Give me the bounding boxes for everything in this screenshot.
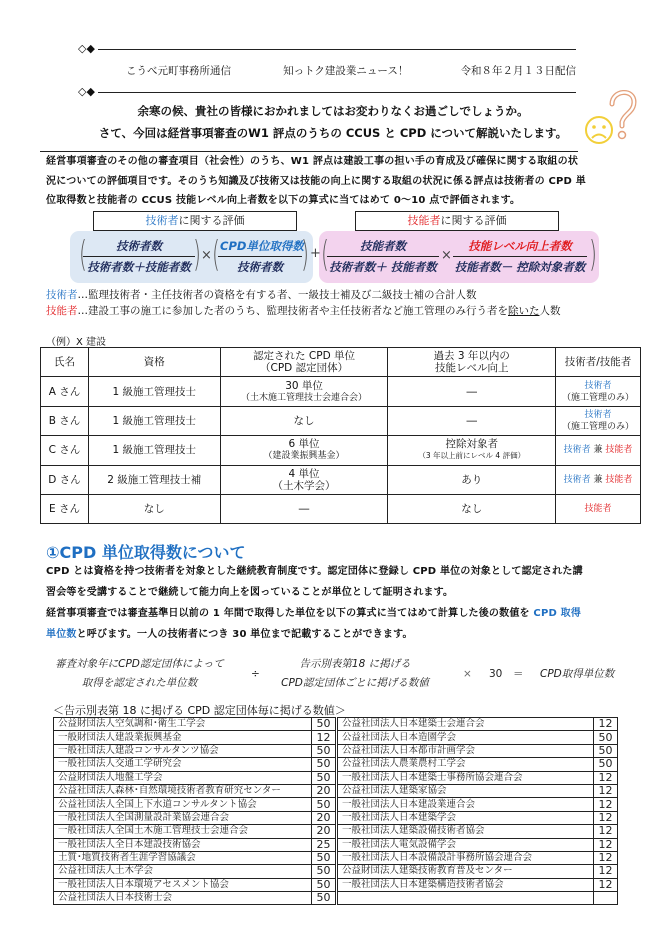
- reference-row: [54, 744, 336, 757]
- type-engineer: 技術者: [563, 445, 591, 456]
- times-operator-2: ×: [441, 248, 452, 263]
- issue-date: 令和８年２月１３日配信: [460, 65, 576, 77]
- org-name: 公益社団法人森林･自然環境技術者教育研究センター: [54, 784, 312, 797]
- engineer-definition: [46, 287, 477, 302]
- calc-org-value: [275, 655, 435, 693]
- skill-note: （3 年以上前にレベル 4 評価）: [418, 451, 526, 461]
- skilled-definition-text: …建設工事の施工に参加した者のうち、監理技術者や主任技術者など施工管理のみ行う者を: [77, 305, 508, 317]
- reference-row: [338, 771, 618, 784]
- cell-cpd: [220, 436, 388, 465]
- confused-face-icon: [582, 82, 644, 148]
- org-name: 一般社団法人日本環境アセスメント協会: [54, 878, 312, 891]
- reference-row: [54, 784, 336, 797]
- table-row: [41, 465, 641, 494]
- reference-row: [338, 851, 618, 864]
- cell-qualification: 1 級施工管理技士: [88, 377, 220, 406]
- cpd-units: 6 単位: [288, 438, 320, 451]
- section-title-cpd: ①CPD 単位取得数について: [46, 543, 246, 562]
- reference-row: [338, 731, 618, 744]
- f4-numerator: 技能レベル向上者数: [453, 238, 587, 257]
- org-value: 50: [594, 731, 618, 744]
- f4-denominator: 技能者数－ 控除対象者数: [454, 260, 586, 274]
- reference-row: [54, 892, 336, 905]
- org-value: 50: [312, 878, 336, 891]
- cell-qualification: なし: [88, 494, 220, 523]
- org-name: 公益財団法人空気調和･衛生工学会: [54, 718, 312, 731]
- plus-operator: +: [310, 246, 321, 261]
- org-name: 公益社団法人日本建築士会連合会: [338, 718, 594, 731]
- cpd-org: （土木施工管理技士会連合会）: [241, 392, 368, 403]
- org-value: 12: [312, 731, 336, 744]
- type-engineer: 技術者: [584, 380, 612, 391]
- org-value: 12: [594, 851, 618, 864]
- type-engineer: 技術者: [563, 474, 591, 485]
- greeting-line-2: さて、今回は経営事項審査のW1 評点のうちの CCUS と CPD について解説いたします。: [98, 126, 568, 140]
- paren-open-1: (: [79, 234, 87, 275]
- table-row: [41, 406, 641, 435]
- skilled-definition-underlined: 除いた: [508, 305, 540, 317]
- table-row: [41, 436, 641, 465]
- paren-open-3: (: [321, 234, 329, 275]
- org-name: 公益社団法人日本技術士会: [54, 892, 312, 905]
- office-name: こうべ元町事務所通信: [126, 65, 231, 77]
- org-value: 50: [594, 758, 618, 771]
- calc-result: CPD取得単位数: [540, 668, 615, 680]
- cell-skill: ―: [388, 406, 556, 435]
- type-joiner: 兼: [593, 474, 603, 485]
- cell-skill: [388, 436, 556, 465]
- cell-name: C さん: [41, 436, 89, 465]
- cell-qualification: 2 級施工管理技士補: [88, 465, 220, 494]
- section1-p2-line1: [46, 603, 626, 624]
- header-diamonds-top: ◇◆: [78, 42, 95, 55]
- cell-type: 技能者: [556, 494, 641, 523]
- cpd-org: （建設業振興基金）: [263, 451, 345, 462]
- org-value: 25: [312, 838, 336, 851]
- header-skill-line2: 技能レベル向上: [435, 362, 509, 375]
- org-value: 50: [594, 744, 618, 757]
- engineer-eval-text: に関する評価: [178, 214, 245, 227]
- org-name: 一般社団法人日本建築学会: [338, 811, 594, 824]
- skilled-eval-text: に関する評価: [440, 214, 507, 227]
- org-name: 公益社団法人日本都市計画学会: [338, 744, 594, 757]
- header-skill: [388, 348, 556, 377]
- section1-p2-line2: [46, 624, 626, 645]
- header-cpd: [220, 348, 388, 377]
- skilled-eval-label: [355, 211, 559, 231]
- header-rule-bottom: [98, 92, 576, 93]
- f2-numerator: CPD単位取得数: [218, 238, 302, 257]
- reference-row: [54, 825, 336, 838]
- org-value: 12: [594, 771, 618, 784]
- header-cpd-line1: 認定された CPD 単位: [253, 350, 355, 363]
- cell-skill: あり: [388, 465, 556, 494]
- reference-row: [338, 838, 618, 851]
- cell-type: [556, 465, 641, 494]
- skilled-definition-term: 技能者: [46, 305, 78, 317]
- section1-p2-tail: と呼びます。一人の技術者につき 30 単位まで記載することができます。: [76, 629, 413, 640]
- org-name: 公益社団法人土木学会: [54, 865, 312, 878]
- section1-p2-text: 経営事項審査では審査基準日以前の 1 年間で取得した単位を以下の算式に当てはめて計算した後の数値を: [46, 608, 534, 619]
- example-caption: （例）X 建設: [46, 337, 107, 348]
- org-value: 50: [312, 771, 336, 784]
- reference-row: [54, 878, 336, 891]
- org-value: 12: [594, 825, 618, 838]
- cell-name: A さん: [41, 377, 89, 406]
- greeting-line-1: 余寒の候、貴社の皆様におかれましてはお変わりなくお過ごしでしょうか。: [137, 104, 529, 118]
- cpd-term-part2: 単位数: [46, 629, 77, 640]
- cell-skill: ―: [388, 377, 556, 406]
- reference-row: [54, 718, 336, 731]
- intro-line-3: 位取得数と技能者の CCUS 技能レベル向上者数を以下の算式に当てはめて 0～10 点で評価されます。: [46, 195, 521, 206]
- org-name: 公益社団法人農業農村工学会: [338, 758, 594, 771]
- reference-row: [338, 784, 618, 797]
- engineer-definition-term: 技術者: [46, 289, 78, 301]
- skilled-definition: [46, 303, 561, 318]
- cell-qualification: 1 級施工管理技士: [88, 436, 220, 465]
- intro-line-1: 経営事項審査のその他の審査項目（社会性）のうち、W1 評点は建設工事の担い手の育成及び確保に関する取組の状: [46, 156, 579, 167]
- intro-line-2: 況についての評価項目です。そのうち知識及び技術又は技能の向上に関する取組の状況に係る評点は技術者の CPD 単: [46, 175, 586, 187]
- org-name: 土質･地質技術者生涯学習協議会: [54, 851, 312, 864]
- header-type: 技術者/技能者: [556, 348, 641, 377]
- f1-numerator: 技術者数: [83, 238, 195, 257]
- cell-name: B さん: [41, 406, 89, 435]
- type-note: （施工管理のみ）: [562, 421, 635, 432]
- cpd-org: （土木学会）: [272, 479, 336, 492]
- f2-denominator: 技術者数: [237, 260, 283, 274]
- org-name: 一般社団法人日本建設業連合会: [338, 798, 594, 811]
- org-name: 公益社団法人建築家協会: [338, 784, 594, 797]
- cell-cpd: ―: [220, 494, 388, 523]
- reference-row: [54, 798, 336, 811]
- org-value: 50: [312, 851, 336, 864]
- org-name: 一般社団法人電気設備学会: [338, 838, 594, 851]
- org-value: 50: [312, 892, 336, 905]
- divide-operator: ÷: [251, 668, 260, 680]
- org-value: [594, 892, 618, 905]
- reference-row: [338, 811, 618, 824]
- org-name: 一般社団法人全国土木施工管理技士会連合会: [54, 825, 312, 838]
- paren-close-2: ): [301, 234, 309, 275]
- org-name: 一般社団法人全国測量設計業協会連合会: [54, 811, 312, 824]
- section1-p1-line2: 習会等を受講することで継続して能力向上を図っていることが単位として証明されます。: [46, 587, 454, 598]
- cell-name: E さん: [41, 494, 89, 523]
- f3-denominator: 技術者数＋ 技能者数: [329, 260, 437, 274]
- reference-row: [338, 878, 618, 891]
- calc-left-line2: 取得を認定された単位数: [81, 677, 198, 689]
- equals-operator: ＝: [513, 668, 524, 680]
- times-operator-3: ×: [463, 668, 472, 680]
- calc-mid-line1: 告示別表第18 に掲げる: [299, 658, 411, 670]
- reference-row: [338, 744, 618, 757]
- cell-type: [556, 406, 641, 435]
- org-name: 一般社団法人全日本建設技術協会: [54, 838, 312, 851]
- f1-denominator: 技術者数＋技能者数: [87, 260, 191, 274]
- reference-table-left: [53, 717, 336, 905]
- org-name: 公益財団法人地盤工学会: [54, 771, 312, 784]
- calc-thirty: 30: [489, 668, 503, 680]
- reference-caption: ＜告示別表第 18 に掲げる CPD 認定団体毎に掲げる数値＞: [53, 704, 346, 717]
- org-name: 公益社団法人日本造園学会: [338, 731, 594, 744]
- section1-body: [46, 561, 626, 645]
- skilled-definition-tail: 人数: [539, 305, 561, 317]
- reference-row: [54, 851, 336, 864]
- org-name: 一般社団法人交通工学研究会: [54, 758, 312, 771]
- org-value: 20: [312, 811, 336, 824]
- header-diamonds-bottom: ◇◆: [78, 85, 95, 98]
- org-name: 一般財団法人建設業振興基金: [54, 731, 312, 744]
- reference-table-right: [337, 717, 618, 905]
- header-qualification: 資格: [88, 348, 220, 377]
- skilled-term: 技能者: [407, 214, 441, 227]
- type-skilled: 技能者: [605, 474, 633, 485]
- times-operator-1: ×: [201, 248, 212, 263]
- header-skill-line1: 過去 3 年以内の: [433, 350, 510, 363]
- reference-row: [338, 892, 618, 905]
- org-value: 12: [594, 865, 618, 878]
- cell-type: [556, 436, 641, 465]
- org-value: 50: [312, 718, 336, 731]
- reference-row: [338, 798, 618, 811]
- reference-row: [338, 865, 618, 878]
- org-value: 12: [594, 878, 618, 891]
- reference-row: [54, 731, 336, 744]
- type-joiner: 兼: [593, 445, 603, 456]
- org-name: 公益社団法人全国上下水道コンサルタント協会: [54, 798, 312, 811]
- header-rule-top: [98, 49, 576, 50]
- type-skilled: 技能者: [605, 445, 633, 456]
- newsletter-header: [126, 63, 576, 78]
- org-value: 12: [594, 838, 618, 851]
- engineer-term: 技術者: [145, 214, 179, 227]
- org-value: 12: [594, 798, 618, 811]
- engineer-definition-text: …監理技術者・主任技術者の資格を有する者、一級技士補及び二級技士補の合計人数: [77, 289, 477, 301]
- cell-skill: なし: [388, 494, 556, 523]
- org-name: 一般社団法人日本設備設計事務所協会連合会: [338, 851, 594, 864]
- fraction-cpd: [218, 238, 302, 275]
- fraction-skilled-ratio: [327, 238, 439, 275]
- intro-paragraph: [46, 152, 626, 211]
- reference-row: [338, 758, 618, 771]
- cell-qualification: 1 級施工管理技士: [88, 406, 220, 435]
- reference-row: [338, 825, 618, 838]
- type-note: （施工管理のみ）: [562, 392, 635, 403]
- table-row: [41, 494, 641, 523]
- org-value: 50: [312, 798, 336, 811]
- cell-name: D さん: [41, 465, 89, 494]
- table-row: [41, 377, 641, 406]
- org-value: 50: [312, 865, 336, 878]
- newsletter-title: 知っトク建設業ニュース！: [283, 65, 409, 77]
- org-value: 12: [594, 784, 618, 797]
- org-value: 20: [312, 825, 336, 838]
- calc-left-line1: 審査対象年にCPD認定団体によって: [55, 658, 224, 670]
- type-engineer: 技術者: [584, 409, 612, 420]
- cpd-term-part1: CPD 取得: [533, 608, 582, 619]
- example-header-row: [41, 348, 641, 377]
- paren-close-1: ): [193, 234, 201, 275]
- cell-cpd: [220, 465, 388, 494]
- cpd-units: 30 単位: [285, 379, 323, 392]
- paren-open-2: (: [212, 234, 220, 275]
- org-name: 一般社団法人建築設備技術者協会: [338, 825, 594, 838]
- org-name: 一般社団法人日本建築士事務所協会連合会: [338, 771, 594, 784]
- section1-p1-line1: CPD とは資格を持つ技術者を対象とした継続教育制度です。認定団体に登録し CPD 単位の対象として認定された講: [46, 566, 583, 577]
- header-name: 氏名: [41, 348, 89, 377]
- org-name: [338, 892, 594, 905]
- cpd-units: 4 単位: [288, 467, 320, 480]
- example-table: [40, 347, 641, 524]
- f3-numerator: 技能者数: [327, 238, 439, 257]
- engineer-eval-label: [93, 211, 297, 231]
- fraction-engineer-ratio: [83, 238, 195, 275]
- calc-units-obtained: [52, 655, 227, 693]
- org-name: 一般社団法人日本建築構造技術者協会: [338, 878, 594, 891]
- org-value: 20: [312, 784, 336, 797]
- org-value: 50: [312, 758, 336, 771]
- org-value: 12: [594, 811, 618, 824]
- cell-cpd: なし: [220, 406, 388, 435]
- org-name: 一般社団法人建設コンサルタンツ協会: [54, 744, 312, 757]
- org-value: 50: [312, 744, 336, 757]
- fraction-skill-level: [453, 238, 587, 275]
- cell-cpd: [220, 377, 388, 406]
- org-name: 公益財団法人建築技術教育普及センター: [338, 865, 594, 878]
- paren-close-3: ): [589, 234, 597, 275]
- reference-row: [54, 758, 336, 771]
- calc-mid-line2: CPD認定団体ごとに掲げる数値: [281, 677, 429, 689]
- cell-type: [556, 377, 641, 406]
- reference-row: [54, 811, 336, 824]
- header-cpd-line2: （CPD 認定団体）: [259, 362, 349, 375]
- org-value: 12: [594, 718, 618, 731]
- reference-row: [54, 771, 336, 784]
- skill-status: 控除対象者: [445, 438, 498, 451]
- reference-row: [54, 838, 336, 851]
- reference-row: [54, 865, 336, 878]
- reference-row: [338, 718, 618, 731]
